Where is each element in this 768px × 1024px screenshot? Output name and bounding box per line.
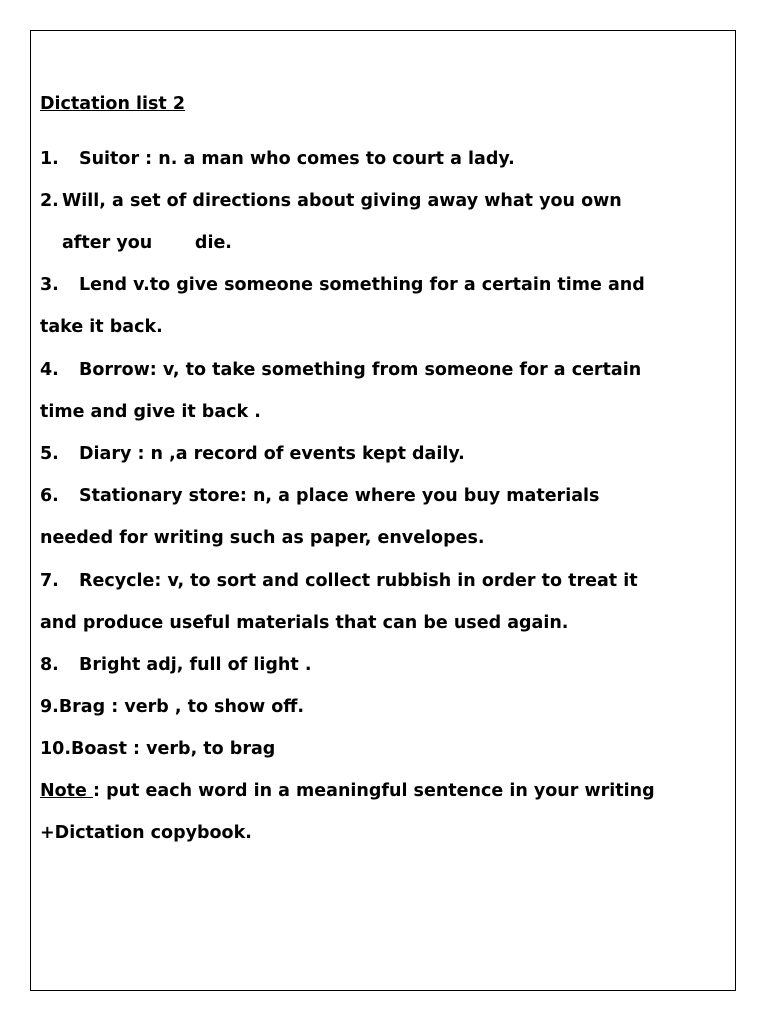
list-item <box>40 151 515 169</box>
item-text: Lend v.to give someone something for a certain time and <box>79 275 645 295</box>
item-text-continuation: needed for writing such as paper, envelopes. <box>40 528 485 548</box>
list-item <box>40 193 622 211</box>
note-text: : put each word in a meaningful sentence in your writing <box>93 781 655 801</box>
item-text-continuation: time and give it back . <box>40 402 261 422</box>
item-text-continuation: take it back. <box>40 317 163 337</box>
note-line <box>40 783 655 801</box>
list-item <box>40 488 599 506</box>
item-text: Diary : n ,a record of events kept daily. <box>79 444 465 464</box>
item-number: 5. <box>40 444 59 464</box>
item-text: Stationary store: n, a place where you buy materials <box>79 486 600 506</box>
item-number: 2. <box>40 191 59 211</box>
item-text: Will, a set of directions about giving away what you own <box>62 191 622 211</box>
item-number: 7. <box>40 571 59 591</box>
list-item: 10.Boast : verb, to brag <box>40 739 276 759</box>
list-item <box>40 657 311 675</box>
list-item: 9.Brag : verb , to show off. <box>40 697 305 717</box>
item-number: 6. <box>40 486 59 506</box>
item-text-continuation: and produce useful materials that can be used again. <box>40 613 569 633</box>
item-text: Suitor : n. a man who comes to court a lady. <box>79 149 515 169</box>
item-text: Recycle: v, to sort and collect rubbish in order to treat it <box>79 571 638 591</box>
item-number: 4. <box>40 360 59 380</box>
item-text: Borrow: v, to take something from someone for a certain <box>79 360 642 380</box>
item-text-continuation: after you die. <box>62 233 232 253</box>
page-title: Dictation list 2 <box>40 94 186 114</box>
note-label: Note <box>40 781 93 801</box>
note-text-continuation: +Dictation copybook. <box>40 823 252 843</box>
list-item <box>40 573 638 591</box>
item-number: 8. <box>40 655 59 675</box>
page-border <box>30 30 736 991</box>
item-number: 1. <box>40 149 59 169</box>
list-item <box>40 277 645 295</box>
item-number: 3. <box>40 275 59 295</box>
item-text: Bright adj, full of light . <box>79 655 312 675</box>
list-item <box>40 362 641 380</box>
list-item <box>40 446 465 464</box>
